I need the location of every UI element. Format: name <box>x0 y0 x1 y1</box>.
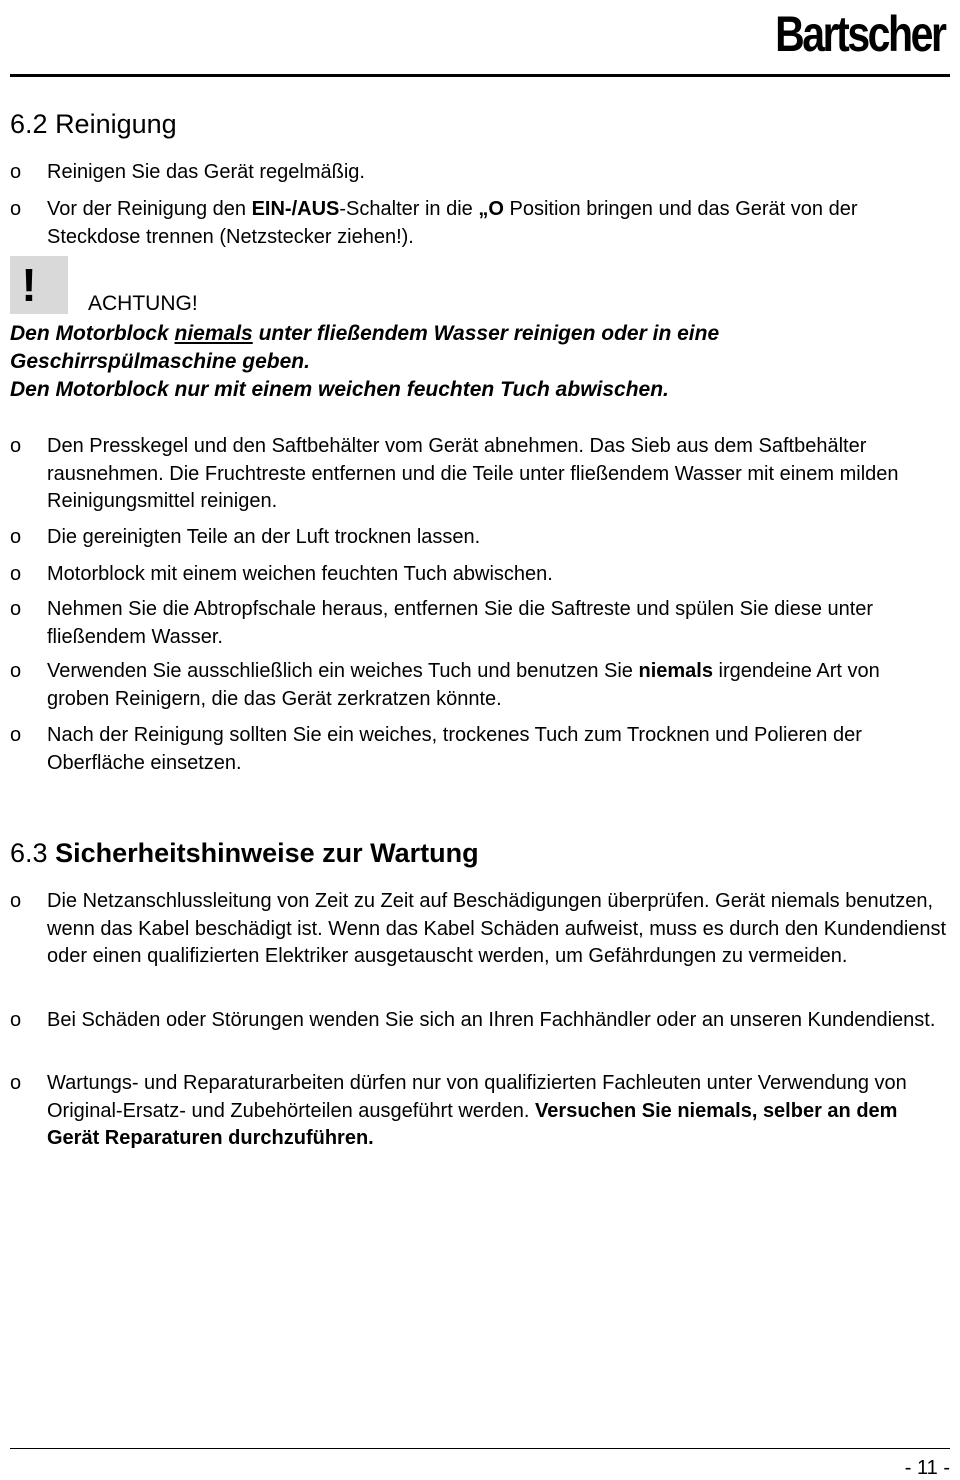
list-item-text: Nehmen Sie die Abtropfschale heraus, entfernen Sie die Saftreste und spülen Sie diese unter fließendem Wasser. <box>47 598 874 648</box>
section-heading-reinigung <box>10 108 177 140</box>
warning-line: Den Motorblock nur mit einem weichen feuchten Tuch abwischen. <box>10 378 669 401</box>
text-bold: „O <box>478 198 504 220</box>
list-item <box>10 658 950 714</box>
list-item-text: Bei Schäden oder Störungen wenden Sie sich an Ihren Fachhändler oder an unseren Kundendienst. <box>47 1009 936 1031</box>
list-item-text <box>47 658 947 713</box>
text-underlined: niemals <box>174 322 253 345</box>
list-item <box>10 159 950 187</box>
list-item-text: Die gereinigten Teile an der Luft trocknen lassen. <box>47 526 481 548</box>
bullet: o <box>10 1072 22 1094</box>
text-bold: EIN-/AUS <box>251 198 340 220</box>
warning-label: ACHTUNG! <box>88 292 198 315</box>
bullet: o <box>10 435 22 457</box>
bullet: o <box>10 598 22 620</box>
footer-rule <box>10 1448 950 1449</box>
text-run: Position bringen und das Gerät von der Steckdose trennen (Netzstecker ziehen!). <box>47 198 858 248</box>
list-item-text: Motorblock mit einem weichen feuchten Tuch abwischen. <box>47 563 553 585</box>
list-item <box>10 722 950 778</box>
list-item <box>10 596 950 652</box>
list-item-text <box>47 1070 947 1153</box>
text-run: irgendeine Art von groben Reinigern, die das Gerät zerkratzen könnte. <box>47 660 880 710</box>
bullet: o <box>10 1009 22 1031</box>
list-item <box>10 1007 950 1063</box>
list-item <box>10 1070 950 1154</box>
text-run: Vor der Reinigung den <box>47 198 252 220</box>
text-run: Wartungs- und Reparaturarbeiten dürfen nur von qualifizierten Fachleuten unter Verwendung von Original-Ersatz- und Zubehörteilen ausgeführt werden. <box>47 1072 907 1122</box>
list-item <box>10 888 950 1000</box>
page-number: - 11 - <box>904 1457 950 1479</box>
text-run: Den Motorblock <box>10 322 175 345</box>
list-item-text: Die Netzanschlussleitung von Zeit zu Zeit auf Beschädigungen überprüfen. Gerät niemals benutzen, wenn das Kabel beschädigt ist. Wenn das Kabel Schäden aufweist, muss es durch den Kundendienst oder einen qualifizierten Elektriker ausgetauscht werden, um Gefährdungen zu vermeiden. <box>47 890 947 967</box>
bullet: o <box>10 161 22 183</box>
bullet: o <box>10 563 22 585</box>
text-run: unter fließendem Wasser reinigen oder in eine Geschirrspülmaschine geben. <box>10 322 720 373</box>
list-item <box>10 561 950 589</box>
list-item-text: Den Presskegel und den Saftbehälter vom Gerät abnehmen. Das Sieb aus dem Saftbehälter rausnehmen. Die Fruchtreste entfernen und die Teile unter fließendem Wasser mit einem milden Reinigungsmittel reinigen. <box>47 435 899 512</box>
bullet: o <box>10 526 22 548</box>
warning-text <box>10 320 950 404</box>
text-bold: niemals <box>638 660 713 682</box>
list-item-text <box>47 196 947 251</box>
bartscher-logo <box>775 4 944 64</box>
text-run: -Schalter in die <box>339 198 479 220</box>
bullet: o <box>10 198 22 220</box>
list-item-text: Nach der Reinigung sollten Sie ein weiches, trockenes Tuch zum Trocknen und Polieren der Oberfläche einsetzen. <box>47 724 862 774</box>
list-item <box>10 196 950 252</box>
text-run: Verwenden Sie ausschließlich ein weiches Tuch und benutzen Sie <box>47 660 639 682</box>
bullet: o <box>10 890 22 912</box>
warning-line <box>10 320 950 376</box>
section-title: Reinigung <box>55 109 177 139</box>
section-heading-wartung <box>10 837 479 869</box>
list-item-text: Reinigen Sie das Gerät regelmäßig. <box>47 161 365 183</box>
section-title: Sicherheitshinweise zur Wartung <box>55 838 479 868</box>
text-bold: Versuchen Sie niemals, selber an dem Gerät Reparaturen durchzuführen. <box>47 1099 898 1149</box>
section-number: 6.2 <box>10 109 48 139</box>
list-item <box>10 433 950 517</box>
bullet: o <box>10 660 22 682</box>
exclamation-glyph: ! <box>21 259 37 311</box>
header-rule <box>10 74 950 77</box>
bullet: o <box>10 724 22 746</box>
section-number: 6.3 <box>10 838 48 868</box>
warning-exclamation-icon <box>10 256 68 314</box>
logo-text: Bartscher <box>774 6 944 62</box>
list-item <box>10 524 950 552</box>
